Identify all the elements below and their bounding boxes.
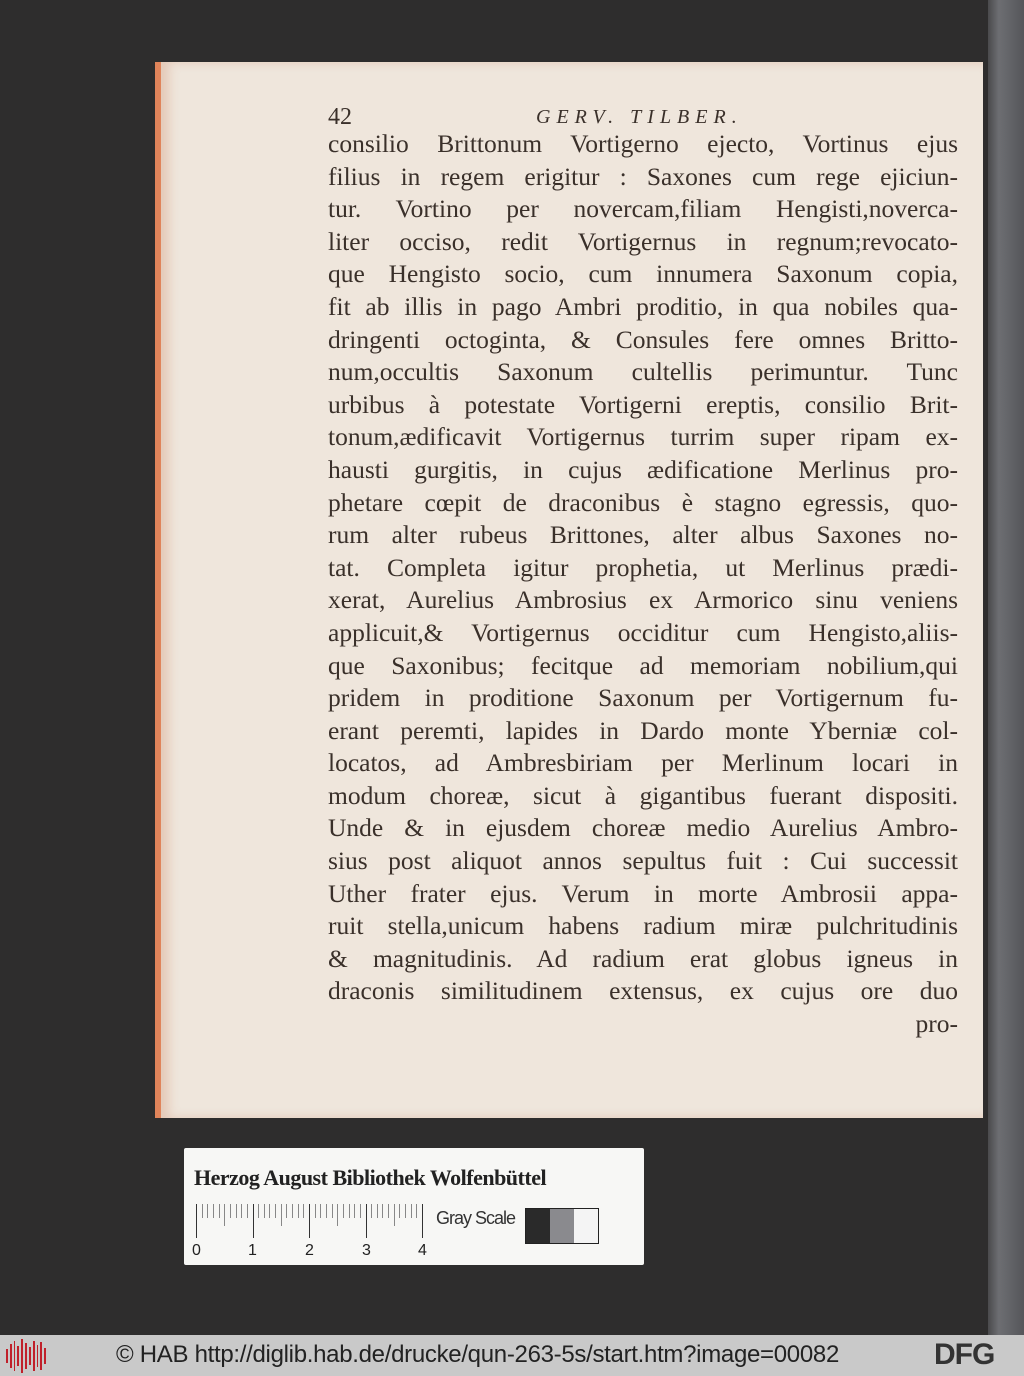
text-line: tat. Completa igitur prophetia, ut Merlinus prædi- [328, 552, 958, 582]
ruler-tick [382, 1204, 383, 1218]
ruler-tick [377, 1204, 378, 1218]
ruler-tick [337, 1204, 338, 1226]
ruler-tick [286, 1204, 287, 1218]
ruler-tick [230, 1204, 231, 1218]
gray-scale-swatches [525, 1208, 599, 1244]
ruler-tick [399, 1204, 400, 1218]
ruler-tick [320, 1204, 321, 1218]
text-line: Unde & in ejusdem choreæ medio Aurelius Ambro- [328, 813, 958, 843]
ruler-tick [269, 1204, 270, 1218]
ruler-tick [349, 1204, 350, 1218]
ruler-number: 2 [305, 1242, 314, 1259]
ruler-scale [196, 1204, 426, 1238]
page-body-text [328, 128, 958, 1041]
ruler-tick [366, 1204, 367, 1238]
ruler-tick [241, 1204, 242, 1218]
ruler-tick [253, 1204, 254, 1238]
ruler-tick [236, 1204, 237, 1218]
text-line: dringenti octoginta, & Consules fere omnes Britto- [328, 324, 958, 354]
catchword: pro- [915, 1009, 958, 1039]
ruler-tick [303, 1204, 304, 1218]
text-line: modum choreæ, sicut à gigantibus fuerant dispositi. [328, 780, 958, 810]
ruler-tick [332, 1204, 333, 1218]
ruler-tick [196, 1204, 197, 1238]
page-number: 42 [328, 104, 352, 130]
ruler-tick [202, 1204, 203, 1218]
plastic-sleeve-edge [988, 0, 1024, 1335]
text-line: & magnitudinis. Ad radium erat globus igneus in [328, 943, 958, 973]
text-line: tonum,ædificavit Vortigernus turrim super ripam ex- [328, 422, 958, 452]
ruler-tick [405, 1204, 406, 1218]
ruler-tick [207, 1204, 208, 1218]
ruler-tick [219, 1204, 220, 1218]
ruler-tick [298, 1204, 299, 1218]
gray-swatch [526, 1209, 550, 1243]
ruler-tick [281, 1204, 282, 1226]
ruler-tick [422, 1204, 423, 1238]
text-line: consilio Brittonum Vortigerno ejecto, Vortinus ejus [328, 129, 958, 158]
text-line: fit ab illis in pago Ambri proditio, in qua nobiles qua- [328, 291, 958, 321]
ruler-tick [388, 1204, 389, 1218]
ruler-tick [326, 1204, 327, 1218]
text-line: num,occultis Saxonum cultellis perimuntur. Tunc [328, 357, 958, 387]
ruler-number: 1 [248, 1242, 257, 1259]
ruler-tick [258, 1204, 259, 1218]
running-head: GERV. TILBER. [536, 106, 743, 128]
ruler-number: 3 [362, 1242, 371, 1259]
ruler-tick [411, 1204, 412, 1218]
text-line: que Hengisto socio, cum innumera Saxonum copia, [328, 259, 958, 289]
text-line: applicuit,& Vortigernus occiditur cum Hengisto,aliis- [328, 617, 958, 647]
text-line: Uther frater ejus. Verum in morte Ambrosii appa- [328, 878, 958, 908]
text-line: hausti gurgitis, in cujus ædificatione Merlinus pro- [328, 454, 958, 484]
copyright-link[interactable]: © HAB http://diglib.hab.de/drucke/qun-263-5s/start.htm?image=00082 [116, 1341, 839, 1368]
hab-logo-icon [6, 1339, 46, 1373]
text-line: erant peremti, lapides in Dardo monte Yberniæ col- [328, 715, 958, 745]
ruler-tick [343, 1204, 344, 1218]
text-line: urbibus à potestate Vortigerni ereptis, consilio Brit- [328, 389, 958, 419]
ruler-tick [213, 1204, 214, 1218]
text-line: pridem in proditione Saxonum per Vortigernum fu- [328, 683, 958, 713]
text-line: ruit stella,unicum habens radium miræ pulchritudinis [328, 911, 958, 941]
ruler-tick [275, 1204, 276, 1218]
ruler-tick [360, 1204, 361, 1218]
ruler-tick [371, 1204, 372, 1218]
color-reference-card [184, 1148, 644, 1265]
ruler-number: 4 [418, 1242, 427, 1259]
footer-bar [0, 1335, 1024, 1376]
gray-scale-label: Gray Scale [436, 1208, 516, 1228]
ruler-tick [224, 1204, 225, 1226]
text-line: xerat, Aurelius Ambrosius ex Armorico sinu veniens [328, 585, 958, 615]
text-line: que Saxonibus; fecitque ad memoriam nobilium,qui [328, 650, 958, 680]
text-line: phetare cœpit de draconibus è stagno egressis, quo- [328, 487, 958, 517]
text-line: filius in regem erigitur : Saxones cum rege ejiciun- [328, 161, 958, 191]
ruler-tick [292, 1204, 293, 1218]
ruler-tick [247, 1204, 248, 1218]
text-line: sius post aliquot annos sepultus fuit : Cui successit [328, 846, 958, 876]
dfg-logo: DFG [934, 1338, 995, 1371]
gray-swatch [550, 1209, 574, 1243]
ruler-number: 0 [192, 1242, 201, 1259]
text-line: locatos, ad Ambresbiriam per Merlinum locari in [328, 748, 958, 778]
ruler-tick [394, 1204, 395, 1226]
text-line: tur. Vortino per novercam,filiam Hengisti,noverca- [328, 194, 958, 224]
ruler-tick [315, 1204, 316, 1218]
ruler-tick [309, 1204, 310, 1238]
library-name: Herzog August Bibliothek Wolfenbüttel [194, 1165, 547, 1190]
ruler-tick [354, 1204, 355, 1218]
text-line: rum alter rubeus Brittones, alter albus Saxones no- [328, 520, 958, 550]
text-line: liter occiso, redit Vortigernus in regnum;revocato- [328, 226, 958, 256]
text-line: draconis similitudinem extensus, ex cujus ore duo [328, 976, 958, 1006]
ruler-tick [416, 1204, 417, 1218]
gray-swatch [574, 1209, 598, 1243]
ruler-tick [264, 1204, 265, 1218]
